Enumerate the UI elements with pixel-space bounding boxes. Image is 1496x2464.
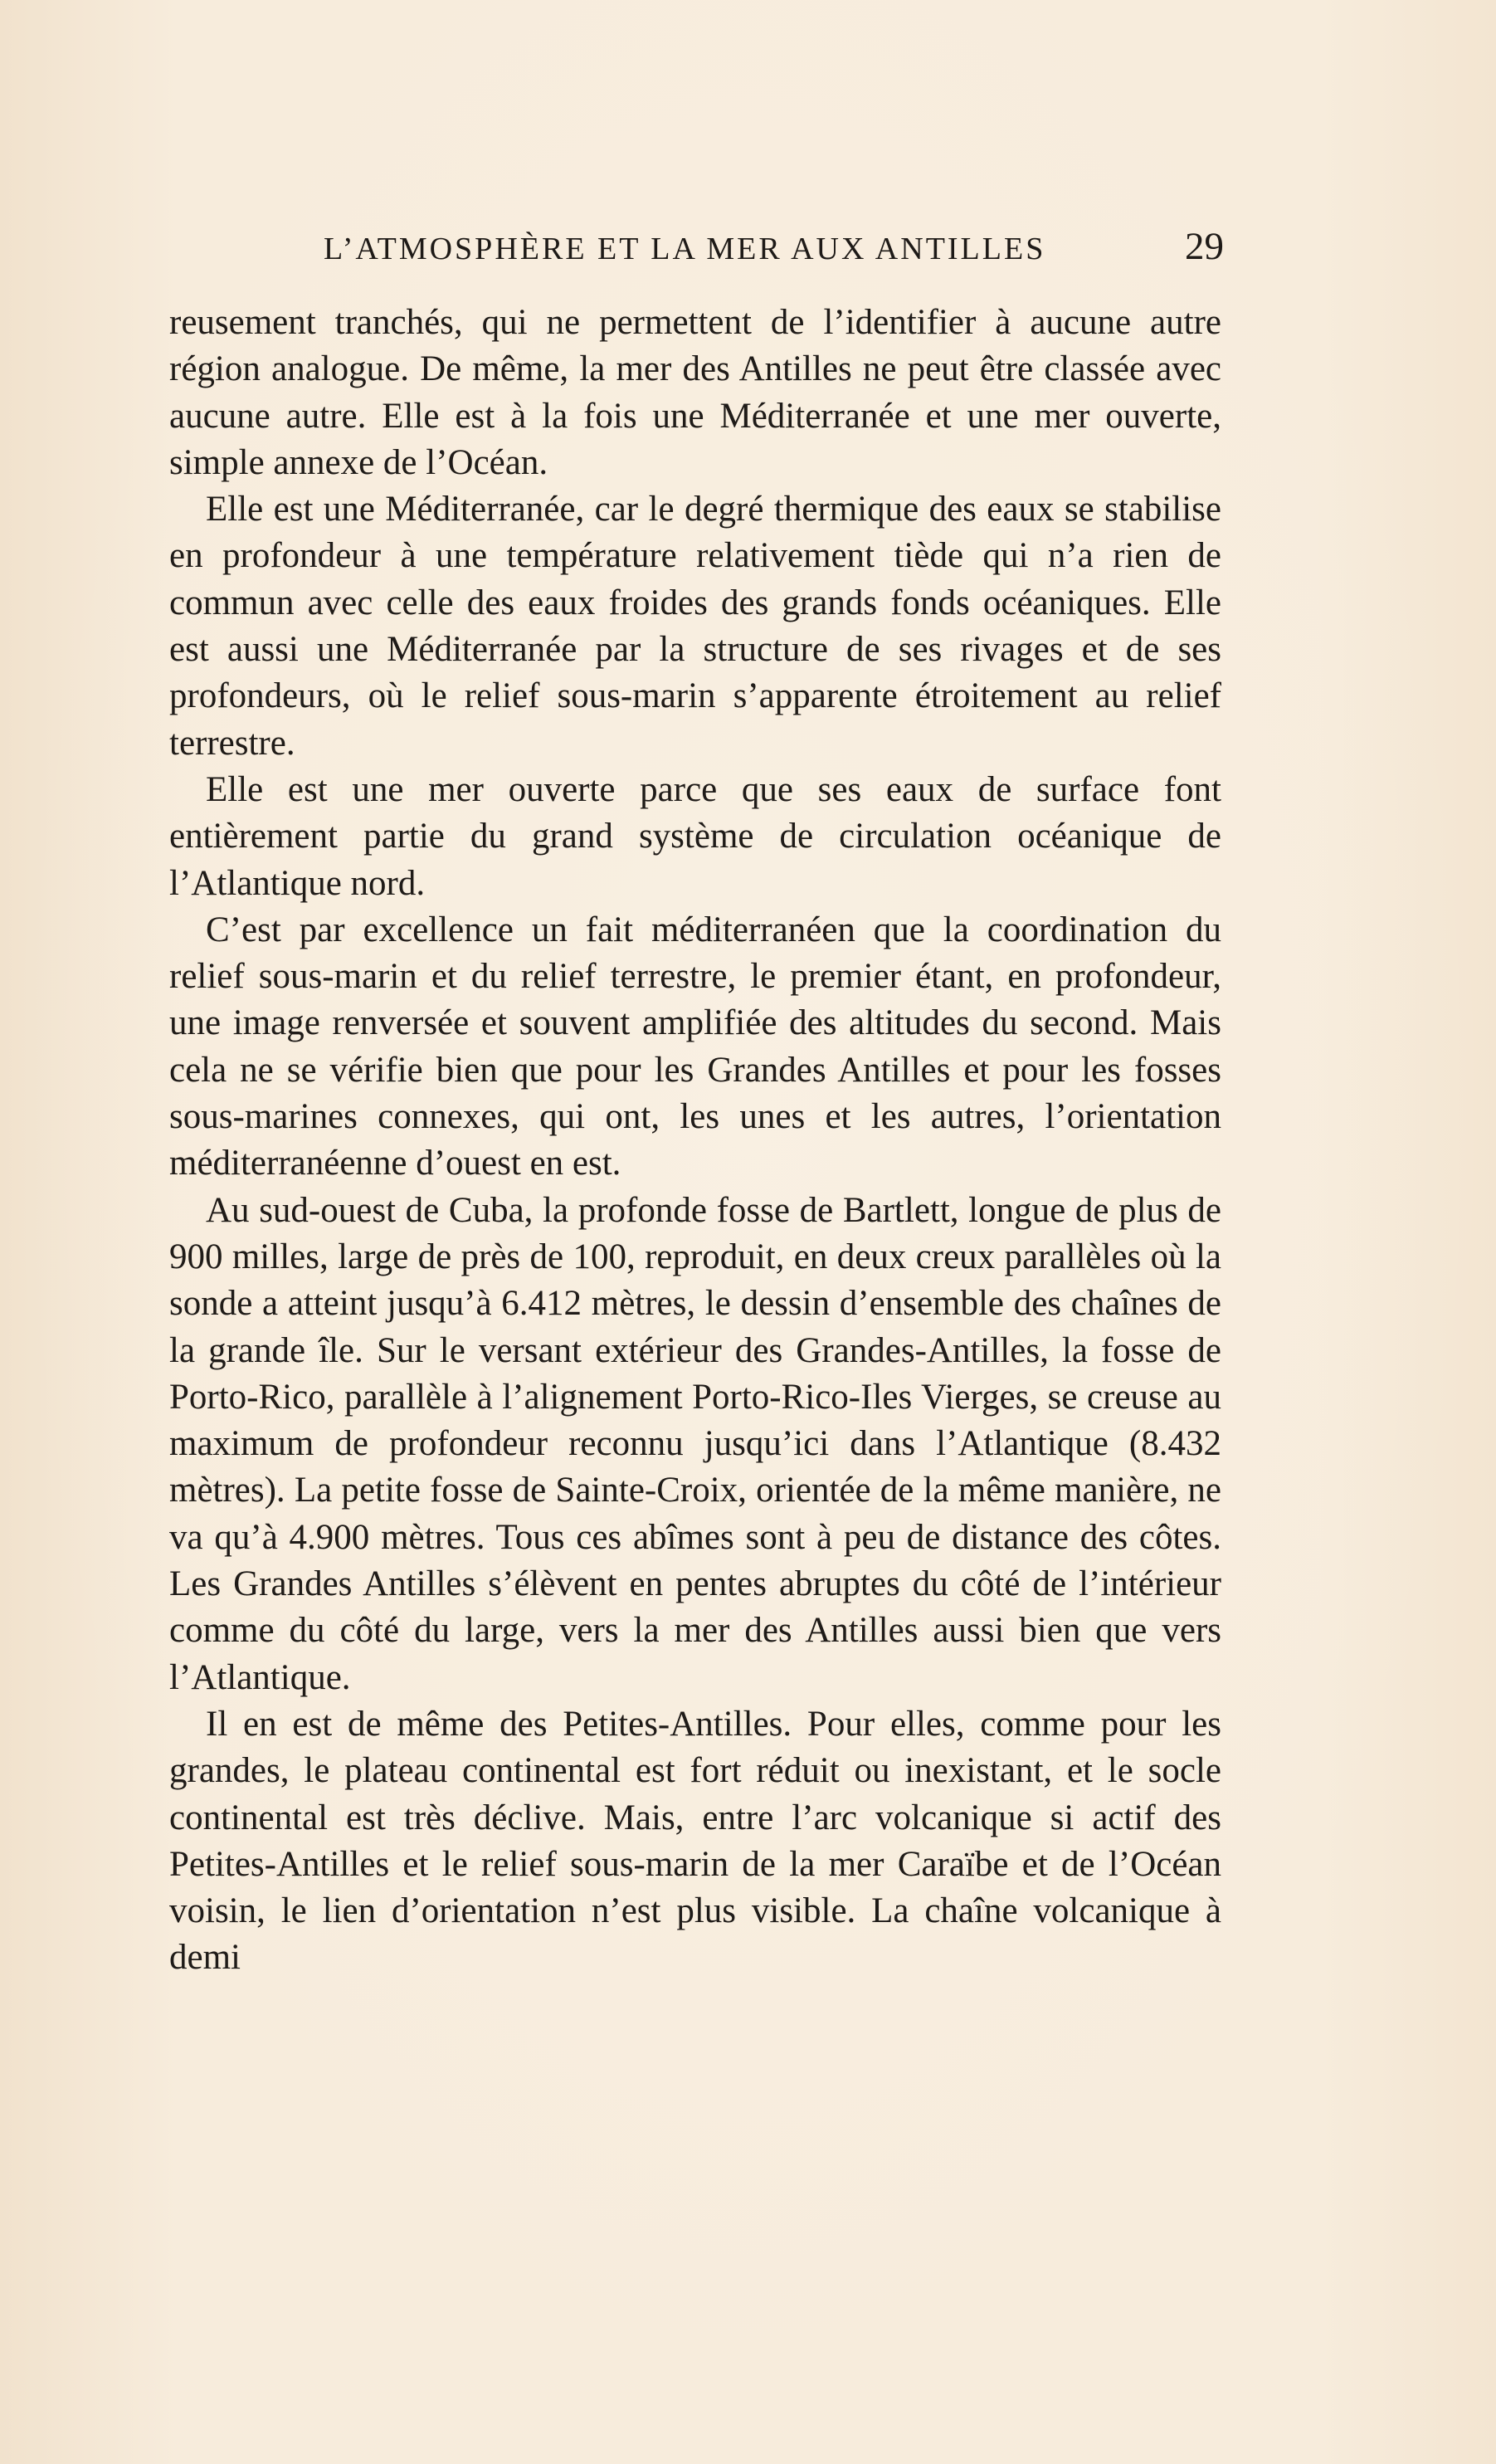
paragraph-4: C’est par excellence un fait méditerranéen que la coordination du relief sous-marin et du relief terrestre, le premier étant, en profondeur, une image renversée et souvent amplifiée des altitudes du second. Mais cela ne se vérifie bien que pour les Grandes Antilles et pour les fosses sous-marines connexes, qui ont, les unes et les autres, l’orientation méditerranéenne d’ouest en est. [169,910,1221,1183]
paragraph-6: Il en est de même des Petites-Antilles. Pour elles, comme pour les grandes, le plateau continental est fort réduit ou inexistant, et le socle continental est très déclive. Mais, entre l’arc volcanique si actif des Petites-Antilles et le relief sous-marin de la mer Caraïbe et de l’Océan voisin, le lien d’orientation n’est plus visible. La chaîne volcanique à demi [169,1704,1221,1978]
running-title: L’ATMOSPHÈRE ET LA MER AUX ANTILLES [324,232,1046,266]
paragraph-2: Elle est une Méditerranée, car le degré thermique des eaux se stabilise en profondeur à une température relativement tiède qui n’a rien de commun avec celle des eaux froides des grands fonds océaniques. Elle est aussi une Méditerranée par la structure de ses rivages et de ses profondeurs, où le relief sous-marin s’apparente étroitement au relief terrestre. [169,490,1221,763]
paragraph-1: reusement tranchés, qui ne permettent de l’identifier à aucune autre région analogue. De même, la mer des Antilles ne peut être classée avec aucune autre. Elle est à la fois une Méditerranée et une mer ouverte, simple annexe de l’Océan. [169,303,1221,482]
page-number: 29 [1185,225,1224,268]
running-head [166,224,1224,282]
body-text [169,300,1221,1982]
paragraph-3: Elle est une mer ouverte parce que ses eaux de surface font entièrement partie du grand système de circulation océanique de l’Atlantique nord. [169,769,1221,903]
paragraph-5: Au sud-ouest de Cuba, la profonde fosse de Bartlett, longue de plus de 900 milles, large de près de 100, reproduit, en deux creux parallèles où la sonde a atteint jusqu’à 6.412 mètres, le dessin d’ensemble des chaînes de la grande île. Sur le versant extérieur des Grandes-Antilles, la fosse de Porto-Rico, parallèle à l’alignement Porto-Rico-Iles Vierges, se creuse au maximum de profondeur reconnu jusqu’ici dans l’Atlantique (8.432 mètres). La petite fosse de Sainte-Croix, orientée de la même manière, ne va qu’à 4.900 mètres. Tous ces abîmes sont à peu de distance des côtes. Les Grandes Antilles s’élèvent en pentes abruptes du côté de l’intérieur comme du côté du large, vers la mer des Antilles aussi bien que vers l’Atlantique. [169,1190,1221,1697]
